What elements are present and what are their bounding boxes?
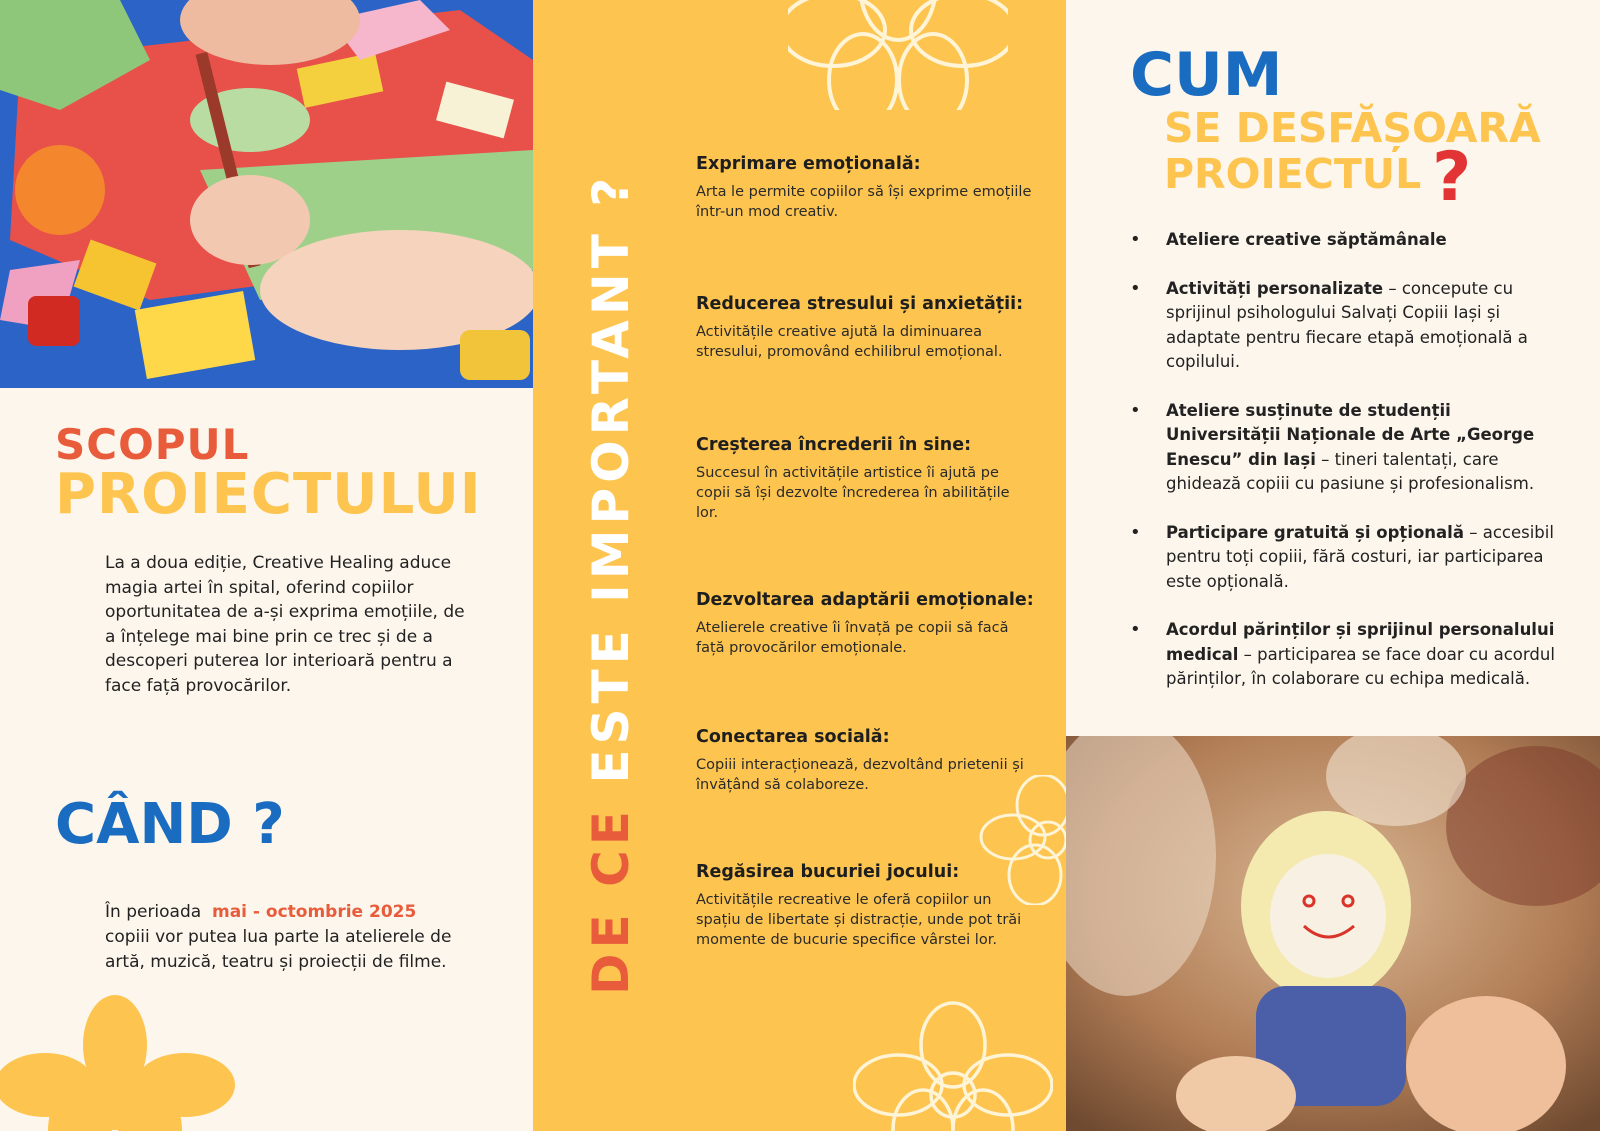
flower-outline-top — [788, 0, 1008, 110]
how-item-bold: Participare gratuită și opțională — [1166, 522, 1464, 542]
reason-title: Conectarea socială: — [696, 727, 890, 747]
vertical-heading-part2: ESTE IMPORTANT ? — [582, 172, 640, 784]
how-list-item — [1130, 228, 1560, 253]
reason-item — [696, 727, 1036, 795]
reason-text: Arta le permite copiilor să își exprime emoțiile într-un mod creativ. — [696, 184, 1032, 220]
how-item-bold: Acordul părinților și sprijinul personalului medical — [1166, 620, 1555, 664]
how-item-text: – concepute cu sprijinul psihologului Salvați Copiii Iași și adaptate pentru fiecare etapă emoțională a copilului. — [1166, 278, 1528, 371]
how-list-item — [1130, 618, 1560, 692]
scop-description: La a doua ediție, Creative Healing aduce magia artei în spital, oferind copiilor oportunitatea de a-și exprima emoțiile, de a înțelege mai bine prin ce trec și de a descoperi puterea lor interioară pentru a face față provocărilor. — [105, 553, 465, 696]
doll-photo — [1066, 736, 1600, 1131]
reason-text: Atelierele creative îi învață pe copii să facă față provocărilor emoționale. — [696, 620, 1009, 656]
how-item-bold: Ateliere creative săptămânale — [1166, 230, 1447, 249]
reason-item — [696, 154, 1036, 222]
desf-title-line2: PROIECTUL — [1164, 150, 1422, 198]
reason-title: Regăsirea bucuriei jocului: — [696, 862, 960, 882]
cand-description — [105, 900, 485, 975]
kids-crafting-photo — [0, 0, 533, 388]
cand-prefix: În perioada — [105, 902, 202, 922]
how-list-item — [1130, 277, 1560, 375]
reason-item — [696, 862, 1036, 950]
how-item-bold: Ateliere susținute de studenții Universității Naționale de Arte „George Enescu” din Iași — [1166, 400, 1535, 469]
reason-title: Exprimare emoțională: — [696, 154, 921, 174]
scop-title-line1: SCOPUL — [55, 420, 250, 469]
cand-period: mai - octombrie 2025 — [212, 902, 417, 922]
vertical-heading-part1: DE CE — [582, 783, 640, 995]
flower-decoration — [0, 990, 260, 1131]
reason-text: Activitățile recreative le oferă copiilor un spațiu de libertate și distracție, unde pot trăi momente de bucurie specifice vârstei lor. — [696, 892, 1022, 948]
how-item-bold: Activități personalizate — [1166, 278, 1384, 298]
question-mark: ? — [1432, 138, 1472, 217]
cum-title: CUM — [1130, 40, 1283, 110]
reason-item — [696, 294, 1036, 362]
how-item-text: – accesibil pentru toți copiii, fără costuri, iar participarea este opțională. — [1166, 522, 1554, 591]
scop-title-line2: PROIECTULUI — [55, 462, 482, 527]
how-item-text: – tineri talentați, care ghidează copiii cu pasiune și profesionalism. — [1166, 449, 1535, 493]
cand-suffix: copiii vor putea lua parte la atelierele de artă, muzică, teatru și proiecții de filme. — [105, 927, 452, 972]
flower-outline-bottom — [853, 1000, 1053, 1131]
how-list — [1130, 228, 1560, 716]
reason-text: Activitățile creative ajută la diminuarea stresului, promovând echilibrul emoțional. — [696, 324, 1003, 360]
reason-text: Succesul în activitățile artistice îi ajută pe copii să își dezvolte încrederea în abilitățile lor. — [696, 465, 1010, 521]
reason-title: Reducerea stresului și anxietății: — [696, 294, 1024, 314]
cand-title: CÂND ? — [55, 792, 285, 857]
reason-title: Dezvoltarea adaptării emoționale: — [696, 590, 1034, 610]
how-list-item — [1130, 399, 1560, 497]
reason-item — [696, 590, 1036, 658]
how-list-item — [1130, 521, 1560, 595]
reason-text: Copiii interacționează, dezvoltând prietenii și învățând să colaboreze. — [696, 757, 1024, 793]
how-item-text: – participarea se face doar cu acordul părinților, în colaborare cu echipa medicală. — [1166, 644, 1555, 688]
panel-scopul — [0, 0, 533, 1131]
desf-title-line1: SE DESFĂȘOARĂ — [1164, 104, 1541, 152]
reason-title: Creșterea încrederii în sine: — [696, 435, 972, 455]
reason-item — [696, 435, 1036, 523]
vertical-heading — [582, 173, 640, 995]
